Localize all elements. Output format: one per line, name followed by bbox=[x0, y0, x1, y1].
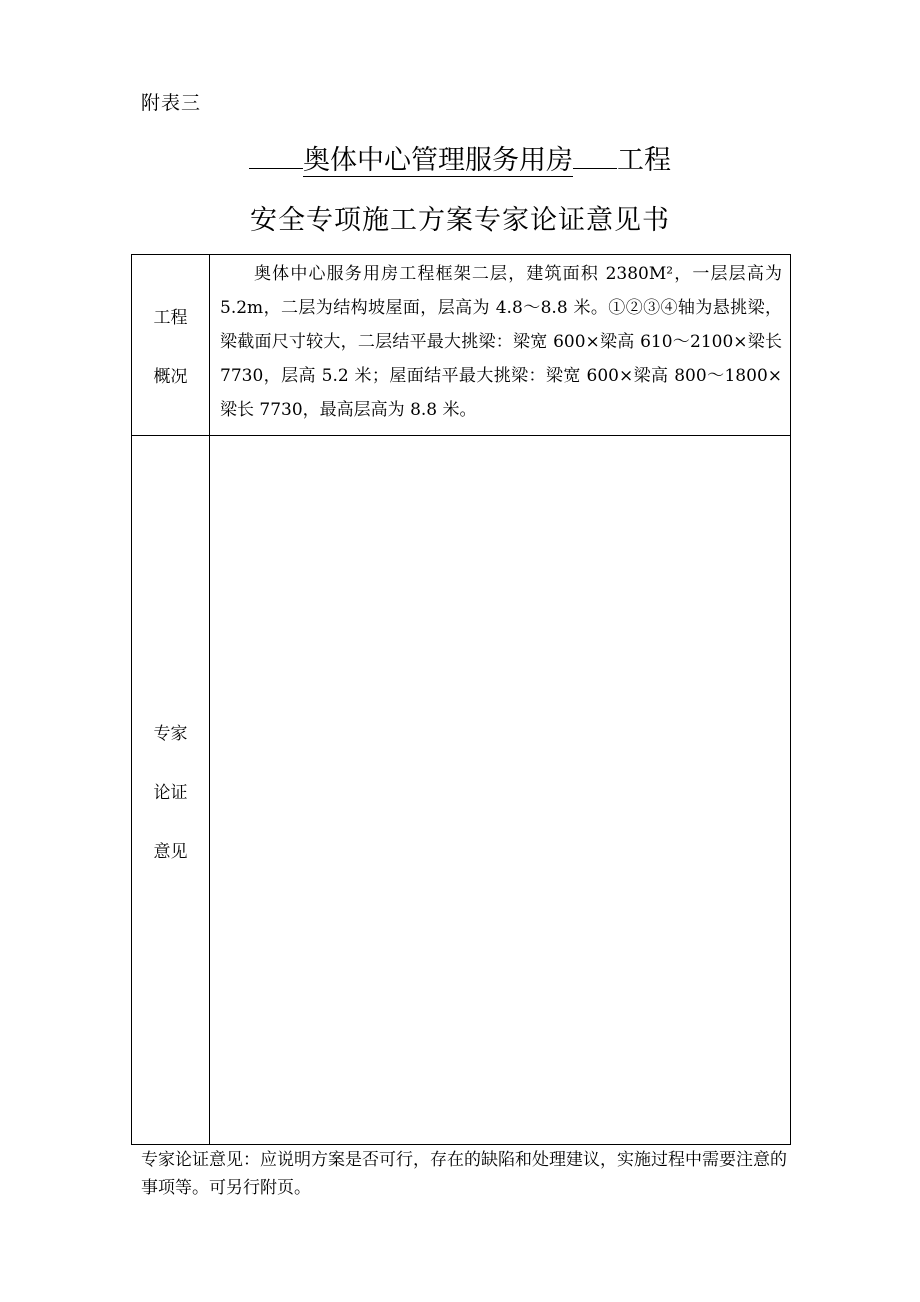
opinion-form-table bbox=[131, 254, 791, 1145]
opinion-label-line-1: 专家 bbox=[153, 723, 188, 744]
opinion-label-line-3: 意见 bbox=[153, 841, 188, 862]
project-title bbox=[0, 138, 920, 177]
overview-text: 奥体中心服务用房工程框架二层，建筑面积 2380M²，一层层高为5.2m，二层为结构坡屋面，层高为 4.8～8.8 米。①②③④轴为悬挑梁，梁截面尺寸较大，二层结平最大挑梁：梁宽 600×梁高 610～2100×梁长 7730，层高 5.2 米；屋面结平最大挑梁：梁宽 600×梁高 800～1800×梁长 7730，最高层高为 8.8 米。 bbox=[220, 264, 782, 420]
overview-row bbox=[132, 255, 791, 436]
title-underline-left bbox=[249, 140, 303, 169]
opinion-content-cell[interactable] bbox=[210, 436, 791, 1145]
title-underline-right bbox=[573, 140, 617, 169]
document-title: 安全专项施工方案专家论证意见书 bbox=[250, 205, 670, 236]
footer-note: 专家论证意见：应说明方案是否可行，存在的缺陷和处理建议，实施过程中需要注意的事项等。可另行附页。 bbox=[141, 1150, 787, 1198]
overview-content-cell bbox=[210, 255, 791, 436]
overview-label-cell bbox=[132, 255, 210, 436]
opinion-row bbox=[132, 436, 791, 1145]
opinion-label-cell bbox=[132, 436, 210, 1145]
project-suffix: 工程 bbox=[617, 145, 671, 176]
appendix-label: 附表三 bbox=[141, 92, 202, 114]
overview-label-line-1: 工程 bbox=[153, 308, 188, 328]
overview-label-line-2: 概况 bbox=[153, 367, 188, 387]
opinion-label-line-2: 论证 bbox=[153, 782, 188, 803]
opinion-text[interactable] bbox=[210, 436, 790, 1144]
project-name: 奥体中心管理服务用房 bbox=[303, 145, 573, 176]
